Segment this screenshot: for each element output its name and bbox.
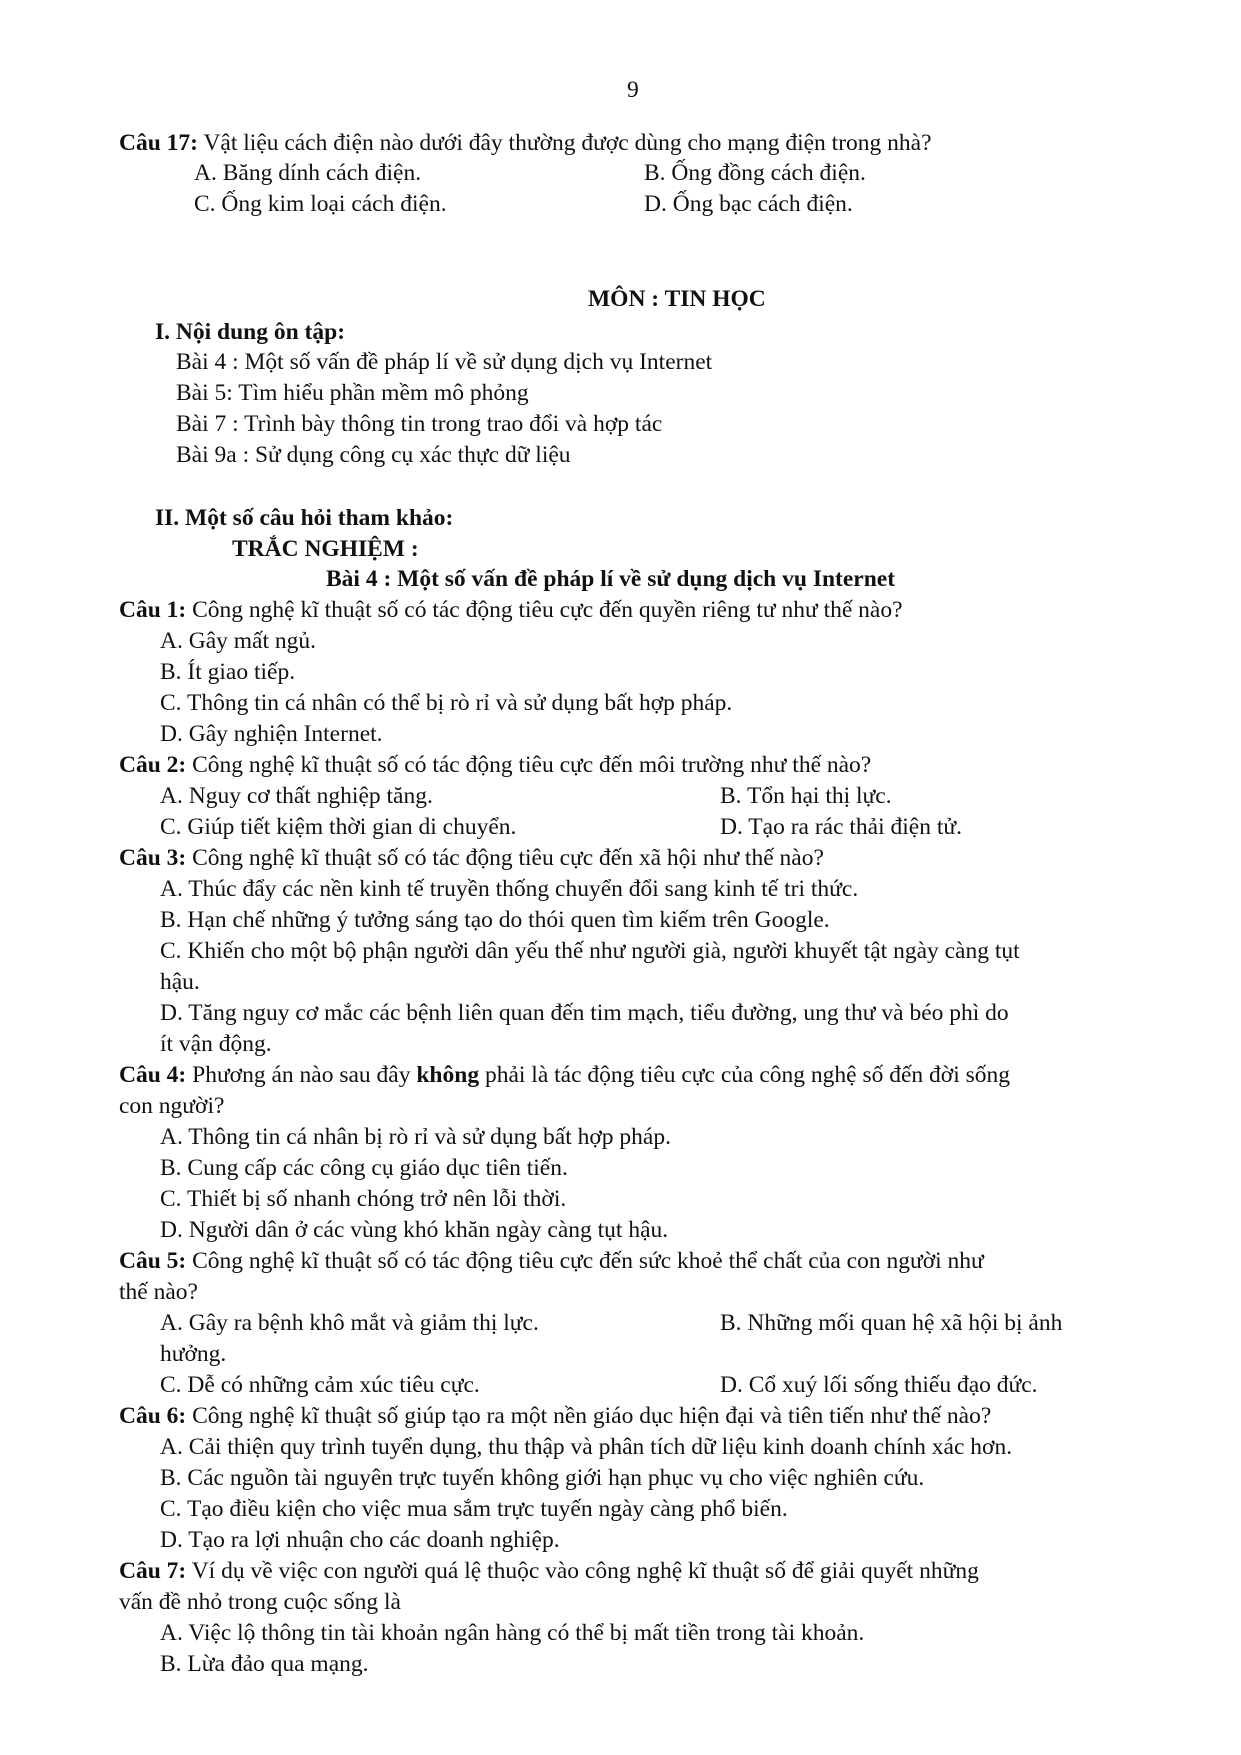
question-3-option-b: B. Hạn chế những ý tưởng sáng tạo do thói quen tìm kiếm trên Google.	[160, 907, 830, 933]
lesson-item: Bài 4 : Một số vấn đề pháp lí về sử dụng dịch vụ Internet	[176, 349, 713, 375]
question-4-option-a: A. Thông tin cá nhân bị rò rỉ và sử dụng bất hợp pháp.	[160, 1124, 671, 1150]
question-7-option-b: B. Lừa đảo qua mạng.	[160, 1651, 369, 1677]
question-2-option-c: C. Giúp tiết kiệm thời gian di chuyển.	[160, 814, 517, 840]
question-3	[119, 843, 824, 873]
question-3-option-a: A. Thúc đẩy các nền kinh tế truyền thống chuyển đổi sang kinh tế tri thức.	[160, 876, 859, 902]
question-17-option-b: B. Ống đồng cách điện.	[644, 160, 866, 186]
subject-title: MÔN : TIN HỌC	[588, 286, 766, 312]
question-4-label: Câu 4:	[119, 1062, 187, 1088]
question-6-option-b: B. Các nguồn tài nguyên trực tuyến không giới hạn phục vụ cho việc nghiên cứu.	[160, 1465, 925, 1491]
question-3-text: Công nghệ kĩ thuật số có tác động tiêu cực đến xã hội như thế nào?	[186, 845, 824, 871]
question-1-option-b: B. Ít giao tiếp.	[160, 659, 296, 685]
question-4	[119, 1060, 1010, 1090]
question-7	[119, 1556, 979, 1586]
question-2	[119, 750, 871, 780]
question-4-option-b: B. Cung cấp các công cụ giáo dục tiên tiến.	[160, 1155, 568, 1181]
question-4-option-c: C. Thiết bị số nhanh chóng trở nên lỗi thời.	[160, 1186, 567, 1212]
question-17	[119, 128, 932, 158]
question-2-option-d: D. Tạo ra rác thải điện tử.	[720, 814, 962, 840]
question-6-text: Công nghệ kĩ thuật số giúp tạo ra một nền giáo dục hiện đại và tiên tiến như thế nào?	[186, 1403, 992, 1429]
question-1-text: Công nghệ kĩ thuật số có tác động tiêu cực đến quyền riêng tư như thế nào?	[186, 597, 903, 623]
question-4-text-post: phải là tác động tiêu cực của công nghệ số đến đời sống	[479, 1062, 1010, 1088]
question-2-option-b: B. Tổn hại thị lực.	[720, 783, 892, 809]
question-3-option-c-cont: hậu.	[160, 969, 200, 995]
question-5-option-b: B. Những mối quan hệ xã hội bị ảnh	[720, 1310, 1063, 1336]
question-5-option-b-cont: hưởng.	[160, 1341, 227, 1367]
question-3-label: Câu 3:	[119, 845, 187, 871]
page-number: 9	[627, 77, 639, 103]
question-1-option-a: A. Gây mất ngủ.	[160, 628, 316, 654]
section-2-heading: II. Một số câu hỏi tham khảo:	[155, 505, 454, 531]
lesson-4-heading: Bài 4 : Một số vấn đề pháp lí về sử dụng dịch vụ Internet	[326, 566, 896, 592]
question-2-option-a: A. Nguy cơ thất nghiệp tăng.	[160, 783, 433, 809]
question-4-option-d: D. Người dân ở các vùng khó khăn ngày càng tụt hậu.	[160, 1217, 669, 1243]
question-4-text-pre: Phương án nào sau đây	[186, 1062, 417, 1088]
question-5	[119, 1246, 984, 1276]
lesson-item: Bài 9a : Sử dụng công cụ xác thực dữ liệu	[176, 442, 571, 468]
question-2-label: Câu 2:	[119, 752, 187, 778]
question-4-text-cont: con người?	[119, 1093, 225, 1119]
question-6-option-d: D. Tạo ra lợi nhuận cho các doanh nghiệp.	[160, 1527, 560, 1553]
lesson-item: Bài 5: Tìm hiểu phần mềm mô phỏng	[176, 380, 529, 406]
question-5-option-d: D. Cổ xuý lối sống thiếu đạo đức.	[720, 1372, 1038, 1398]
question-5-option-a: A. Gây ra bệnh khô mắt và giảm thị lực.	[160, 1310, 539, 1336]
question-7-text-cont: vấn đề nhỏ trong cuộc sống là	[119, 1589, 401, 1615]
question-7-text: Ví dụ về việc con người quá lệ thuộc vào công nghệ kĩ thuật số để giải quyết những	[186, 1558, 979, 1584]
question-17-option-a: A. Băng dính cách điện.	[194, 160, 422, 186]
question-17-option-c: C. Ống kim loại cách điện.	[194, 191, 447, 217]
question-5-option-c: C. Dễ có những cảm xúc tiêu cực.	[160, 1372, 480, 1398]
question-3-option-c: C. Khiến cho một bộ phận người dân yếu thế như người già, người khuyết tật ngày càng tụt	[160, 938, 1020, 964]
question-7-option-a: A. Việc lộ thông tin tài khoản ngân hàng có thể bị mất tiền trong tài khoản.	[160, 1620, 865, 1646]
question-4-text-emphasis: không	[416, 1062, 480, 1088]
question-3-option-d-cont: ít vận động.	[160, 1031, 272, 1057]
lesson-item: Bài 7 : Trình bày thông tin trong trao đổi và hợp tác	[176, 411, 663, 437]
question-1-label: Câu 1:	[119, 597, 187, 623]
question-5-text: Công nghệ kĩ thuật số có tác động tiêu cực đến sức khoẻ thể chất của con người như	[186, 1248, 984, 1274]
question-6-label: Câu 6:	[119, 1403, 187, 1429]
multiple-choice-heading: TRẮC NGHIỆM :	[232, 536, 419, 562]
section-1-heading: I. Nội dung ôn tập:	[155, 319, 346, 345]
question-17-label: Câu 17:	[119, 130, 198, 156]
question-5-text-cont: thế nào?	[119, 1279, 198, 1305]
question-3-option-d: D. Tăng nguy cơ mắc các bệnh liên quan đến tim mạch, tiểu đường, ung thư và béo phì do	[160, 1000, 1009, 1026]
question-1	[119, 595, 903, 625]
question-17-text: Vật liệu cách điện nào dưới đây thường được dùng cho mạng điện trong nhà?	[198, 130, 932, 156]
question-2-text: Công nghệ kĩ thuật số có tác động tiêu cực đến môi trường như thế nào?	[186, 752, 872, 778]
question-1-option-c: C. Thông tin cá nhân có thể bị rò rỉ và sử dụng bất hợp pháp.	[160, 690, 733, 716]
question-6-option-a: A. Cải thiện quy trình tuyển dụng, thu thập và phân tích dữ liệu kinh doanh chính xác hơn.	[160, 1434, 1013, 1460]
question-17-option-d: D. Ống bạc cách điện.	[644, 191, 853, 217]
question-6-option-c: C. Tạo điều kiện cho việc mua sắm trực tuyến ngày càng phổ biến.	[160, 1496, 788, 1522]
question-5-label: Câu 5:	[119, 1248, 187, 1274]
question-1-option-d: D. Gây nghiện Internet.	[160, 721, 383, 747]
question-7-label: Câu 7:	[119, 1558, 187, 1584]
question-6	[119, 1401, 991, 1431]
